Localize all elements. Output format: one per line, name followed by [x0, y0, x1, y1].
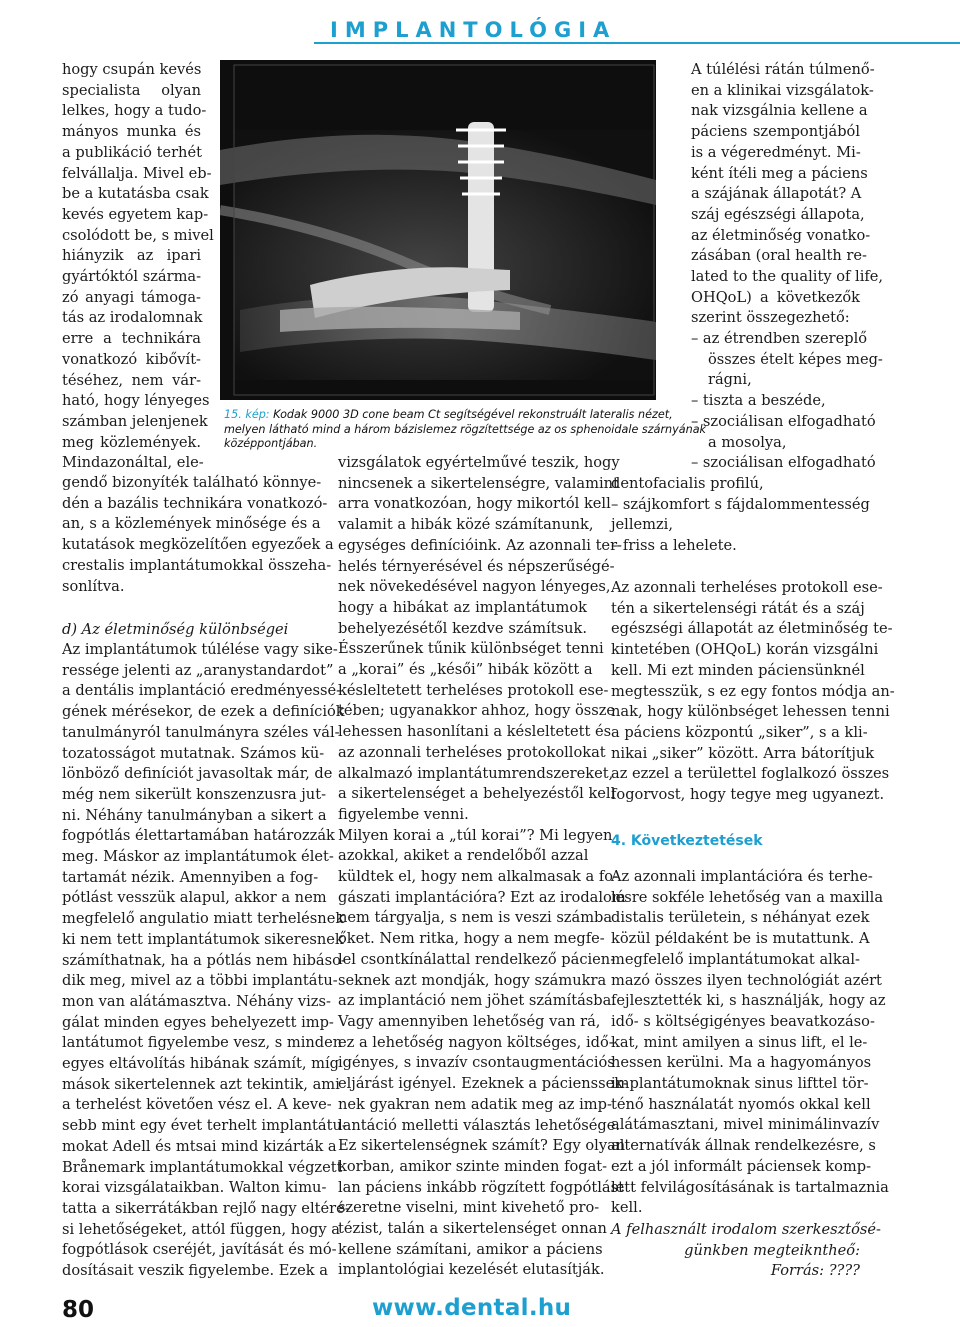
text-line: számíthatnak, ha a pótlás nem hibáso-	[62, 951, 346, 969]
text-line: nak, hogy különbséget lehessen tenni	[611, 703, 890, 721]
text-line: dén a bazális technikára vonatkozó-	[62, 494, 328, 512]
text-line: nem tárgyalja, s nem is veszi számba	[338, 909, 613, 927]
text-line: – friss a lehelete.	[611, 537, 737, 555]
text-line: az implantáció nem jöhet számításba.	[338, 992, 616, 1010]
text-line: küldtek el, hogy nem alkalmasak a fo-	[338, 868, 618, 886]
text-line: tatta a sikerrátákban rejlő nagy eltéré-	[62, 1199, 350, 1217]
text-line: szeretne viselni, mint kivehető pro-	[338, 1199, 600, 1217]
text-line: implantológiai kezelését elutasítják.	[338, 1261, 605, 1279]
text-line: Milyen korai a „túl korai”? Mi legyen	[338, 826, 613, 844]
text-line: Az implantátumok túlélése vagy sike-	[62, 641, 338, 658]
text-line: az életminőség vonatko-	[691, 226, 871, 244]
text-line: a publikáció terhét	[62, 143, 202, 161]
text-line: lated to the quality of life,	[691, 268, 884, 286]
text-line: szerint összegezhető:	[691, 309, 850, 327]
text-line: kutatások megközelítően egyezőek a	[62, 536, 334, 554]
text-line: si lehetőségeket, attól függen, hogy a	[62, 1220, 340, 1238]
text-line: Ez sikertelenségnek számít? Egy olyan	[338, 1137, 626, 1155]
column-3-top	[691, 60, 884, 329]
text-line: sonlítva.	[62, 577, 125, 595]
text-line: fogorvost, hogy tegye meg ugyanezt.	[611, 786, 885, 804]
text-line: ténő használatát nyomós okkal kell	[611, 1095, 871, 1113]
text-line: erre a technikára	[62, 330, 201, 348]
text-line: a terhelést követően vész el. A keve-	[62, 1096, 332, 1114]
text-line: specialista olyan	[62, 81, 201, 99]
text-line: arra vonatkozóan, hogy mikortól kell	[338, 495, 611, 513]
text-line: valamit a hibák közé számítanunk,	[338, 516, 594, 534]
text-line: Mindazonáltal, ele-	[62, 454, 204, 472]
text-line: hessen kerülni. Ma a hagyományos	[611, 1054, 872, 1072]
text-line: hogy csupán kevés	[62, 61, 202, 78]
text-line: tartamát nézik. Amennyiben a fog-	[62, 868, 319, 886]
text-line: őket. Nem ritka, hogy a nem megfe-	[338, 930, 605, 948]
text-line: dosításait veszik figyelembe. Ezek a	[62, 1262, 328, 1280]
text-line: egészségi állapotát az életminőség te-	[611, 620, 893, 638]
text-line: be a kutatásba csak	[62, 185, 209, 203]
text-line: is a végeredményt. Mi-	[691, 143, 861, 161]
text-line: a dentális implantáció eredményessé-	[62, 682, 342, 700]
text-line: ez a lehetőség nagyon költséges, idő-	[338, 1033, 614, 1051]
text-line: lantáció melletti választás lehetősége.	[338, 1116, 620, 1134]
text-line: vonatkozó kibővít-	[62, 350, 201, 368]
text-line: a „korai” és „késői” hibák között a	[338, 661, 593, 679]
column-2	[338, 453, 628, 1281]
text-line: crestalis implantátumokkal összeha-	[62, 556, 332, 574]
text-line: zó anyagi támoga-	[62, 288, 201, 306]
text-line: igényes, s invazív csontaugmentációs	[338, 1054, 615, 1072]
caption-line: Kodak 9000 3D cone beam Ct segítségével rekonstruált lateralis nézet,	[269, 408, 673, 421]
figure-caption	[224, 408, 706, 452]
text-line: Az azonnali implantációra és terhe-	[611, 868, 873, 885]
text-line: a sikertelenséget a behelyezéstől kell	[338, 785, 616, 803]
text-line: csolódott be, s mivel	[62, 226, 214, 244]
text-line: sebb mint egy évet terhelt implantátu-	[62, 1117, 347, 1135]
caption-line: melyen látható mind a három bázislemez rögzítettsége az os sphenoidale szárnyának	[224, 422, 707, 436]
column-1-paragraph	[62, 640, 350, 1282]
text-line: lelkes, hogy a tudo-	[62, 102, 207, 120]
text-line: megfelelő angulatio miatt terhelésnek	[62, 910, 345, 928]
text-line: Ésszerűnek tűnik különbséget tenni	[338, 640, 604, 658]
text-line: ni. Néhány tanulmányban a sikert a	[62, 806, 327, 824]
running-header-title: IMPLANTOLÓGIA	[330, 18, 617, 42]
text-line: nek gyakran nem adatik meg az imp-	[338, 1095, 612, 1113]
text-line: pótlást vesszük alapul, akkor a nem	[62, 889, 327, 907]
column-3-list	[691, 329, 883, 474]
text-line: mon van alátámasztva. Néhány vizs-	[62, 992, 331, 1010]
text-line: tanulmányról tanulmányra széles vál-	[62, 723, 340, 741]
xray-scan-graphic	[220, 60, 656, 400]
text-line: még nem sikerült konszenzusra jut-	[62, 785, 327, 803]
text-line: kell.	[611, 1199, 643, 1217]
text-line: mányos munka és	[62, 123, 201, 141]
text-line: nak vizsgálnia kellene a	[691, 102, 868, 120]
text-line: nincsenek a sikertelenségre, valamint	[338, 474, 619, 492]
text-line: mazó összes ilyen technológiát azért	[611, 971, 882, 989]
text-line: gendő bizonyíték található könnye-	[62, 474, 322, 491]
text-line: lésre sokféle lehetőség van a maxilla	[611, 888, 884, 906]
text-line: ressége jelenti az „aranystandardot”	[62, 661, 334, 679]
text-line: az ezzel a területtel foglalkozó összes	[611, 765, 890, 783]
text-line: alkalmazó implantátumrendszereket,	[338, 764, 614, 782]
text-line: jellemzi,	[611, 516, 673, 534]
text-line: kellene számítani, amikor a páciens	[338, 1240, 603, 1258]
text-line: gének mérésekor, de ezek a definíciók	[62, 703, 345, 721]
figure-number: 15. kép:	[224, 408, 270, 421]
text-line: alternatívák állnak rendelkezésre, s	[611, 1137, 876, 1155]
reference-line: günkben megteikntheő:	[684, 1241, 860, 1259]
text-line: ezt a jól informált páciensek komp-	[611, 1157, 871, 1175]
text-line: OHQoL) a következők	[691, 288, 860, 306]
list-item: – az étrendben szereplő	[691, 330, 868, 347]
column-1-narrow	[62, 60, 214, 474]
text-line: kintetében (OHQoL) korán vizsgálni	[611, 641, 879, 659]
references-note	[611, 1220, 881, 1282]
text-line: azokkal, akiket a rendelőből azzal	[338, 847, 589, 865]
text-line: megfelelő implantátumokat alkal-	[611, 950, 860, 968]
section-title: 4. Következtetések	[611, 833, 763, 849]
column-3-list-wide	[611, 474, 870, 557]
page-number: 80	[62, 1297, 95, 1323]
text-line: lantátumot figyelembe vesz, s minden	[62, 1034, 343, 1052]
text-line: gyártóktól szárma-	[62, 268, 202, 286]
text-line: felvállalja. Mivel eb-	[62, 164, 212, 182]
text-line: számban jelenjenek	[62, 412, 208, 430]
text-line: kat, mint amilyen a sinus lift, el le-	[611, 1033, 868, 1051]
text-line: en a klinikai vizsgálatok-	[691, 81, 874, 99]
list-item: – tiszta a beszéde,	[691, 392, 826, 410]
text-line: dik meg, mivel az a többi implantátu-	[62, 972, 338, 990]
text-line: vizsgálatok egyértelművé teszik, hogy	[338, 454, 620, 471]
text-line: páciens szempontjából	[691, 123, 860, 141]
list-item: összes ételt képes meg-	[708, 350, 883, 368]
column-3-conclusion	[611, 867, 889, 1219]
text-line: tás az irodalomnak	[62, 309, 203, 327]
header-rule	[314, 42, 960, 44]
text-line: tén a sikertelenségi rátát és a száj	[611, 599, 865, 617]
text-line: hogy a hibákat az implantátumok	[338, 598, 587, 616]
text-line: gálat minden egyes behelyezett imp-	[62, 1013, 334, 1031]
list-item: a mosolya,	[708, 433, 787, 451]
text-line: zásában (oral health re-	[691, 247, 867, 265]
text-line: korban, amikor szinte minden fogat-	[338, 1157, 608, 1175]
text-line: an, s a közlemények minősége és a	[62, 515, 321, 533]
text-line: ki nem tett implantátumok sikeresnek	[62, 930, 344, 948]
text-line: distalis területein, s néhányat ezek	[611, 909, 870, 927]
text-line: tében; ugyanakkor ahhoz, hogy össze	[338, 702, 616, 720]
column-3-paragraph	[611, 578, 895, 806]
text-line: figyelembe venni.	[338, 805, 469, 823]
text-line: A túlélési rátán túlmenő-	[691, 61, 875, 78]
text-line: tozatosságot mutatnak. Számos kü-	[62, 744, 325, 762]
text-line: korai vizsgálataikban. Walton kimu-	[62, 1179, 327, 1197]
text-line: fogpótlás élettartamában határozzák	[62, 827, 335, 845]
text-line: gászati implantációra? Ezt az irodalom	[338, 888, 626, 906]
text-line: egyes eltávolítás hibának számít, míg	[62, 1055, 339, 1073]
text-line: közül példaként be is mutattunk. A	[611, 930, 870, 948]
text-line: lel csontkínálattal rendelkező pácien-	[338, 950, 616, 968]
text-line: ként ítéli meg a páciens	[691, 164, 868, 182]
list-item: rágni,	[708, 371, 752, 389]
reference-line: Forrás: ????	[770, 1262, 860, 1280]
text-line: téséhez, nem vár-	[62, 371, 201, 389]
text-line: – szájkomfort s fájdalommentesség	[611, 495, 870, 513]
text-line: lönböző definíciót javasoltak már, de	[62, 765, 333, 783]
text-line: idő- s költségigényes beavatkozáso-	[611, 1012, 875, 1030]
caption-line: középpontjában.	[224, 437, 318, 451]
text-line: nek növekedésével nagyon lényeges,	[338, 578, 611, 596]
text-line: fogpótlások cseréjét, javítását és mó-	[62, 1241, 337, 1259]
text-line: Brånemark implantátumokkal végzett	[62, 1158, 343, 1176]
footer-website: www.dental.hu	[372, 1295, 572, 1321]
text-line: Vagy amennyiben lehetőség van rá,	[338, 1012, 601, 1030]
text-line: ható, hogy lényeges	[62, 392, 210, 410]
text-line: meg közlemények.	[62, 433, 201, 451]
text-line: száj egészségi állapota,	[691, 205, 865, 223]
text-line: eljárást igényel. Ezeknek a pácienssek-	[338, 1075, 628, 1093]
text-line: lehessen hasonlítani a késleltetett és	[338, 723, 612, 741]
text-line: Az azonnali terheléses protokoll ese-	[611, 579, 883, 596]
list-item: – szociálisan elfogadható	[691, 454, 876, 472]
text-line: hiányzik az ipari	[62, 247, 201, 265]
reference-line: A felhasznált irodalom szerkesztősé-	[611, 1221, 881, 1238]
text-line: mások sikertelennek azt tekintik, ami	[62, 1075, 340, 1093]
text-line: helés térnyerésével és népszerűségé-	[338, 557, 615, 575]
text-line: fejlesztették ki, s használják, hogy az	[611, 992, 886, 1010]
column-1-wide	[62, 473, 334, 597]
text-line: megtesszük, s ez egy fontos módja an-	[611, 682, 895, 700]
text-line: implantátumoknak sinus lifttel tör-	[611, 1075, 869, 1093]
text-line: alátámasztani, mivel minimálinvazív	[611, 1116, 880, 1134]
text-line: seknek azt mondják, hogy számukra	[338, 971, 607, 989]
text-line: behelyezésétől kezdve számítsuk.	[338, 619, 587, 637]
text-line: tézist, talán a sikertelenséget onnan	[338, 1220, 607, 1238]
text-line: lett felvilágosításának is tartalmaznia	[611, 1178, 889, 1196]
list-item: – szociálisan elfogadható	[691, 412, 876, 430]
text-line: kell. Mi ezt minden páciensünknél	[611, 661, 865, 679]
subsection-heading: d) Az életminőség különbségei	[62, 621, 289, 638]
text-line: meg. Máskor az implantátumok élet-	[62, 848, 334, 866]
text-line: a páciens központú „siker”, s a kli-	[611, 723, 868, 741]
text-line: a szájának állapotát? A	[691, 185, 862, 203]
text-line: lan páciens inkább rögzített fogpótlást	[338, 1178, 624, 1196]
xray-image	[220, 60, 656, 400]
text-line: az azonnali terheléses protokollokat	[338, 743, 606, 761]
text-line: késleltetett terheléses protokoll ese-	[338, 681, 609, 699]
text-line: mokat Adell és mtsai mind kizárták a	[62, 1137, 337, 1155]
text-line: kevés egyetem kap-	[62, 205, 209, 223]
text-line: dentofacialis profilú,	[611, 475, 764, 492]
text-line: nikai „siker” között. Arra bátorítjuk	[611, 744, 875, 762]
text-line: egységes definícióink. Az azonnali ter-	[338, 536, 622, 554]
